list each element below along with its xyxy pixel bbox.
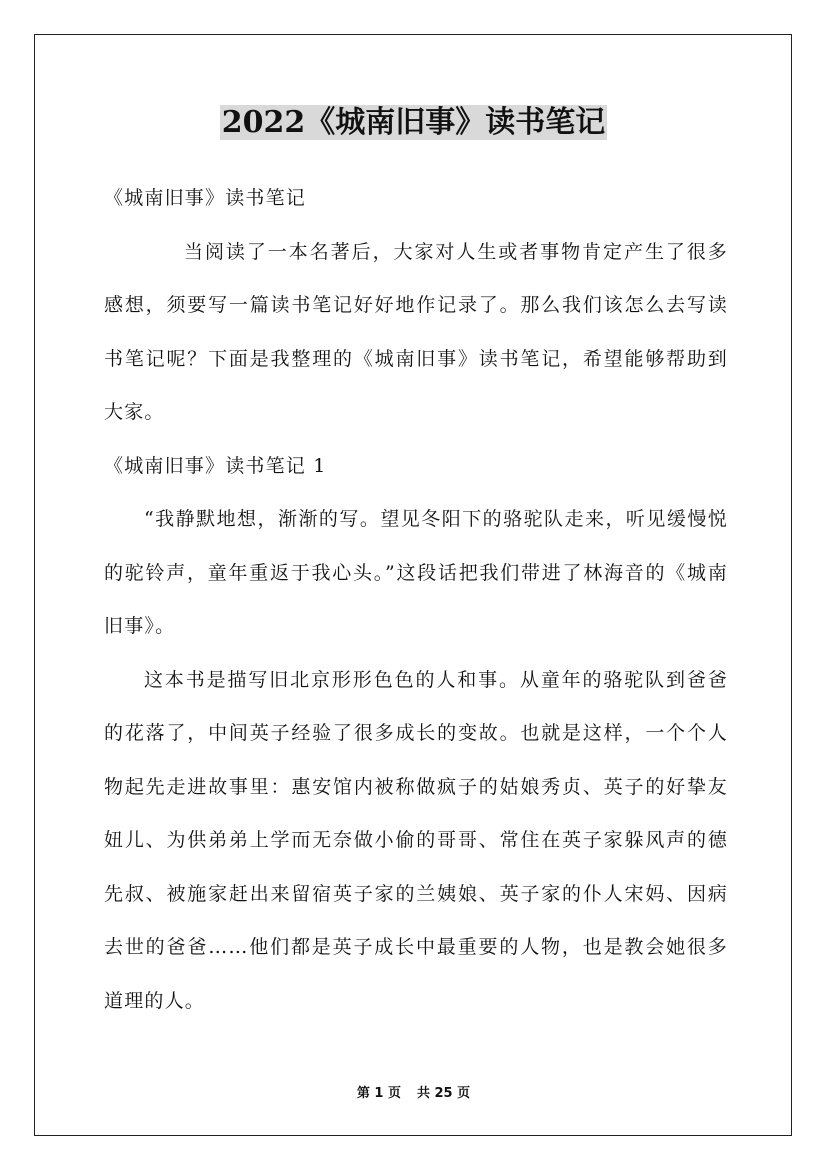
body-paragraph: “我静默地想，渐渐的写。望见冬阳下的骆驼队走来，听见缓慢悦的驼铃声，童年重返于我心头。”这段话把我们带进了林海音的《城南旧事》。 xyxy=(104,508,728,637)
section-heading: 《城南旧事》读书笔记 xyxy=(104,187,307,209)
body-paragraph: 这本书是描写旧北京形形色色的人和事。从童年的骆驼队到爸爸的花落了，中间英子经验了很多成长的变故。也就是这样，一个个人物起先走进故事里：惠安馆内被称做疯子的姑娘秀贞、英子的好挚友妞儿、为供弟弟上学而无奈做小偷的哥哥、常住在英子家躲风声的德先叔、被施家赶出来留宿英子家的兰姨娘、英子家的仆人宋妈、因病去世的爸爸……他们都是英子成长中最重要的人物，也是教会她很多道理的人。 xyxy=(104,668,728,1012)
page-total: 共 25 页 xyxy=(416,1086,471,1101)
page-number: 第 1 页 xyxy=(356,1086,401,1101)
section-heading-1: 《城南旧事》读书笔记 1 xyxy=(104,454,327,477)
page-footer xyxy=(0,1082,827,1101)
intro-paragraph: 当阅读了一本名著后，大家对人生或者事物肯定产生了很多感想，须要写一篇读书笔记好好地作记录了。那么我们该怎么去写读书笔记呢？下面是我整理的《城南旧事》读书笔记，希望能够帮助到大家。 xyxy=(104,240,728,423)
document-body xyxy=(104,172,728,1028)
document-title xyxy=(0,100,827,146)
document-title-text: 2022《城南旧事》读书笔记 xyxy=(221,105,606,140)
